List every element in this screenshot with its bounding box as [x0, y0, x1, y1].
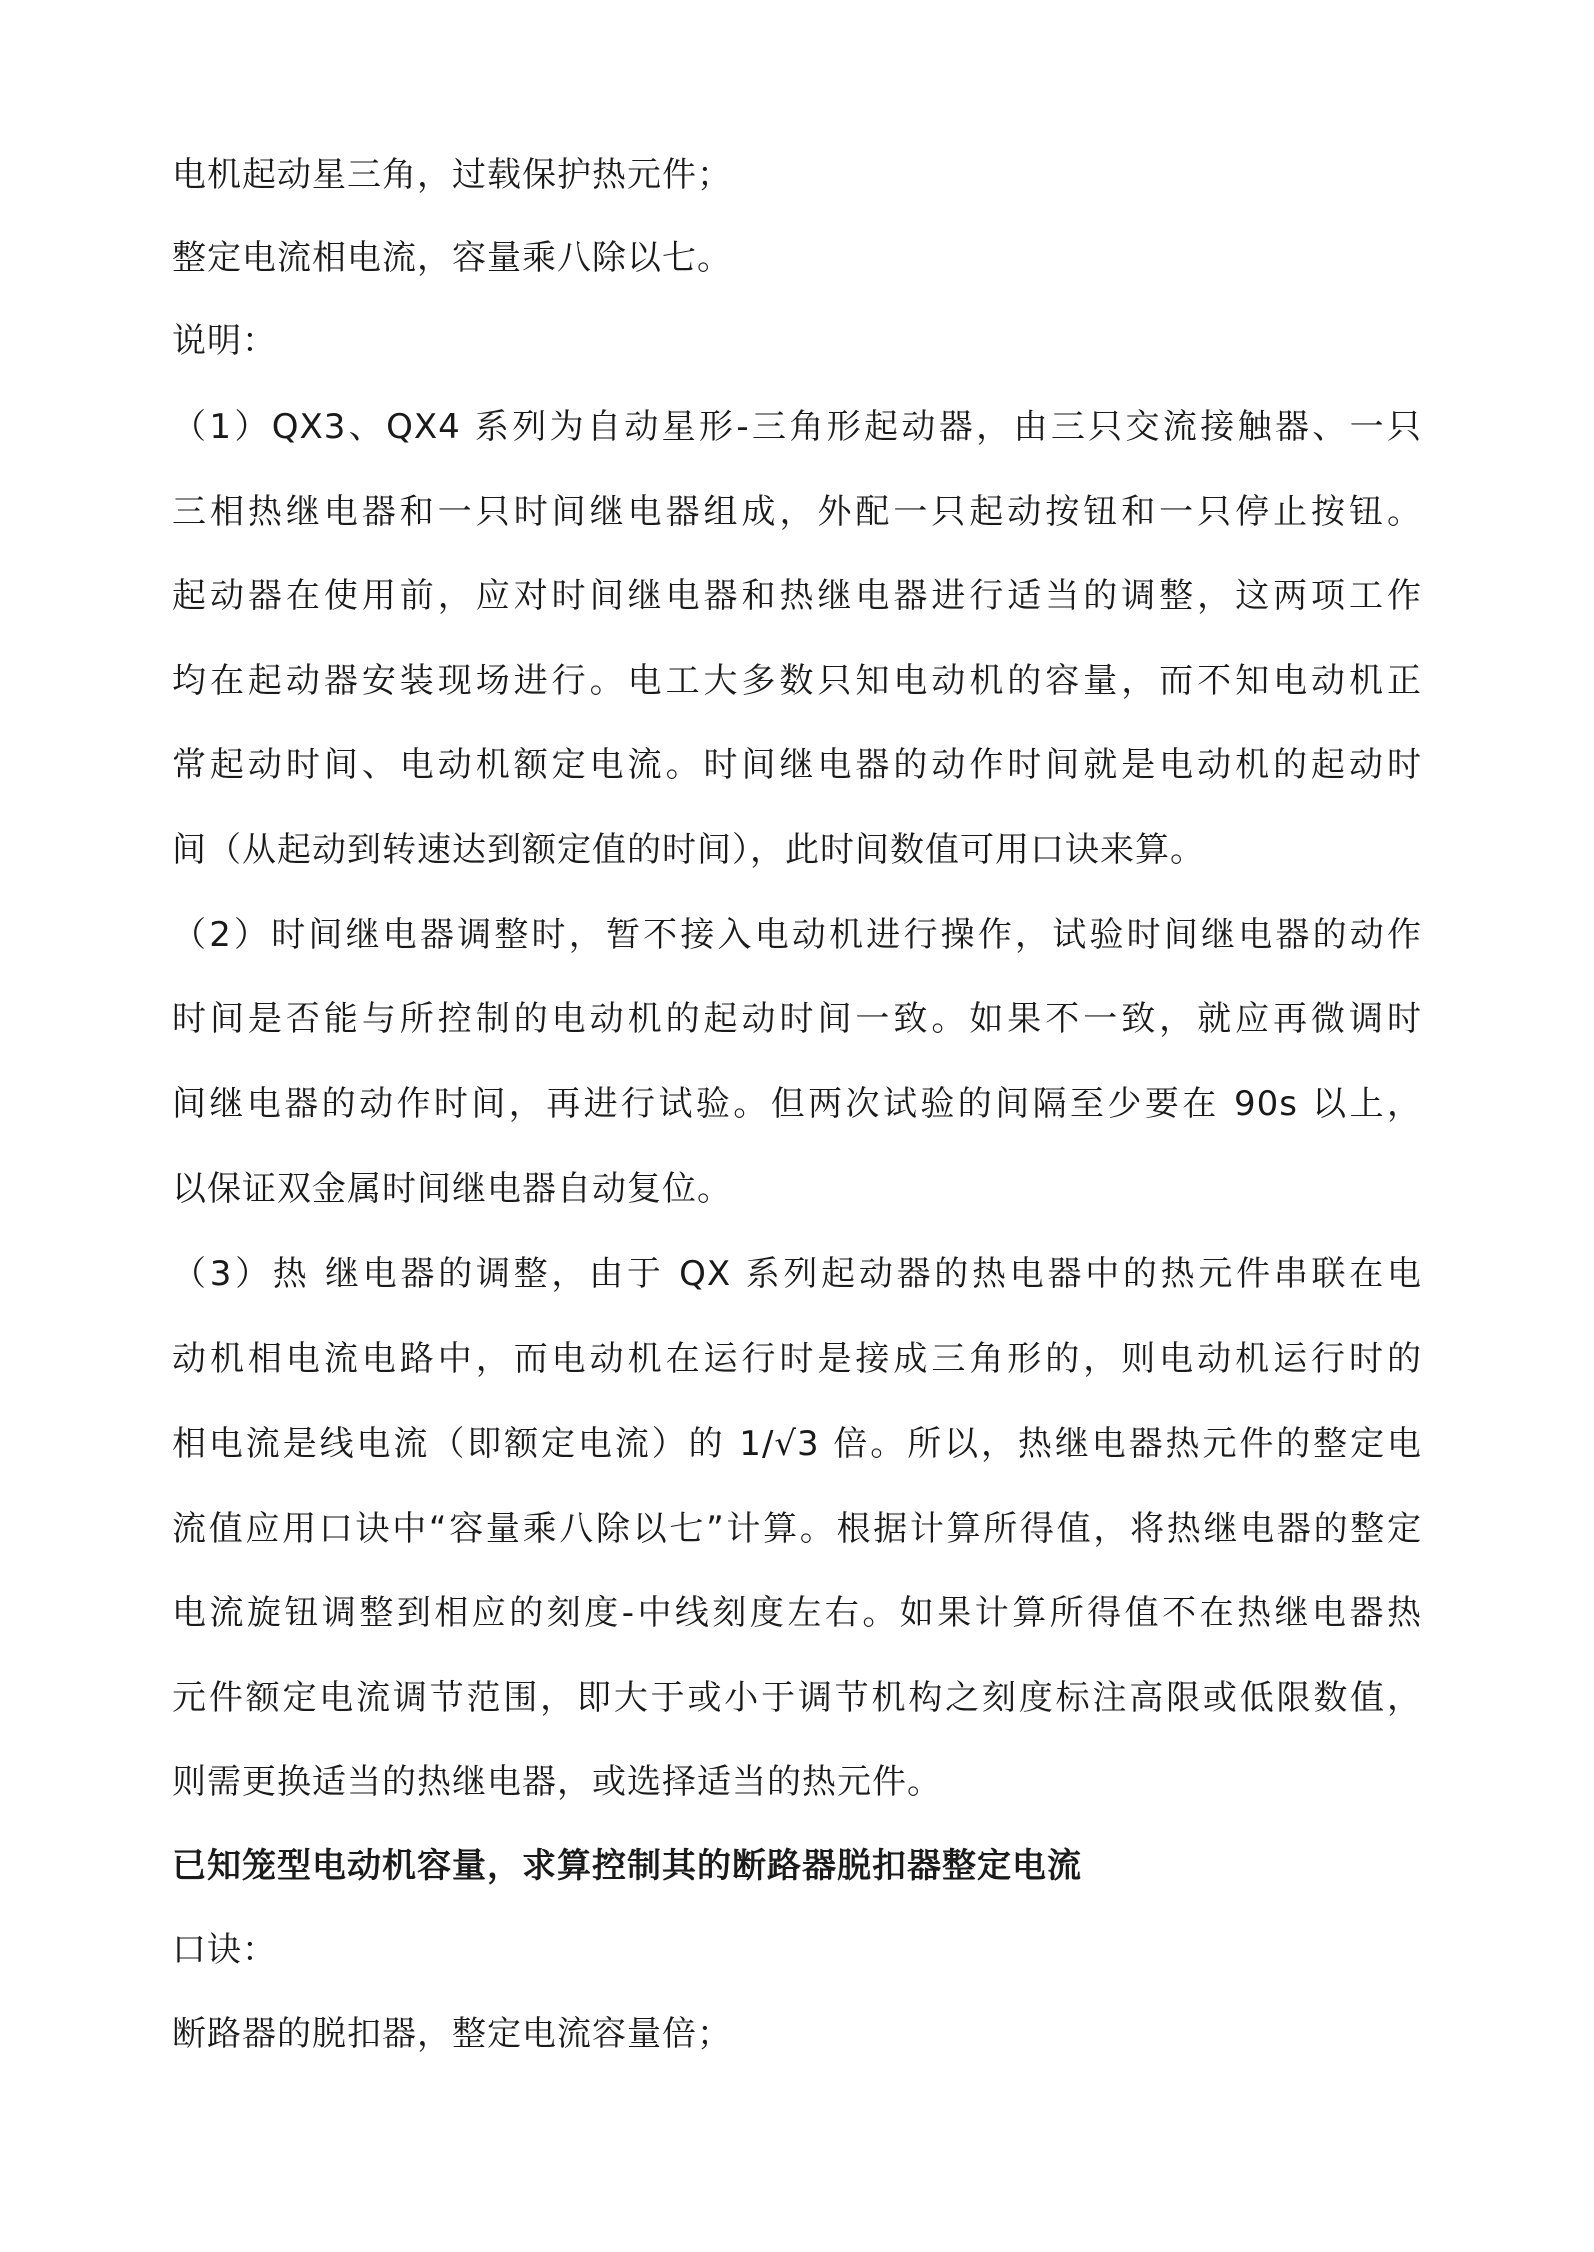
paragraph-3-line-4: 流值应用口诀中“容量乘八除以七”计算。根据计算所得值，将热继电器的整定	[172, 1509, 1422, 1549]
paragraph-1-line-2: 三相热继电器和一只时间继电器组成，外配一只起动按钮和一只停止按钮。	[172, 492, 1422, 532]
mnemonic-line-1: 断路器的脱扣器，整定电流容量倍；	[172, 2014, 732, 2054]
paragraph-1-line-6: 间（从起动到转速达到额定值的时间），此时间数值可用口诀来算。	[172, 830, 1205, 870]
paragraph-1-line-1: （1）QX3、QX4 系列为自动星形-三角形起动器，由三只交流接触器、一只	[172, 407, 1422, 447]
paragraph-1-line-5: 常起动时间、电动机额定电流。时间继电器的动作时间就是电动机的起动时	[172, 745, 1422, 785]
paragraph-2-line-4: 以保证双金属时间继电器自动复位。	[172, 1169, 732, 1209]
paragraph-2-line-2: 时间是否能与所控制的电动机的起动时间一致。如果不一致，就应再微调时	[172, 999, 1422, 1039]
paragraph-3-line-6: 元件额定电流调节范围，即大于或小于调节机构之刻度标注高限或低限数值，	[172, 1678, 1422, 1718]
mnemonic-heading: 口诀：	[172, 1930, 277, 1970]
paragraph-2-line-1: （2）时间继电器调整时，暂不接入电动机进行操作，试验时间继电器的动作	[172, 915, 1422, 955]
verse-line-1: 电机起动星三角，过载保护热元件；	[172, 155, 732, 195]
paragraph-3-line-2: 动机相电流电路中，而电动机在运行时是接成三角形的，则电动机运行时的	[172, 1339, 1422, 1379]
paragraph-3-line-1: （3）热 继电器的调整，由于 QX 系列起动器的热电器中的热元件串联在电	[172, 1254, 1422, 1294]
paragraph-1-line-4: 均在起动器安装现场进行。电工大多数只知电动机的容量，而不知电动机正	[172, 661, 1422, 701]
paragraph-2-line-3: 间继电器的动作时间，再进行试验。但两次试验的间隔至少要在 90s 以上，	[172, 1084, 1422, 1124]
verse-line-2: 整定电流相电流，容量乘八除以七。	[172, 238, 732, 278]
paragraph-3-line-3: 相电流是线电流（即额定电流）的 1/√3 倍。所以，热继电器热元件的整定电	[172, 1424, 1422, 1464]
explanation-heading: 说明：	[172, 321, 277, 361]
section-heading: 已知笼型电动机容量，求算控制其的断路器脱扣器整定电流	[172, 1846, 1082, 1886]
paragraph-1-line-3: 起动器在使用前，应对时间继电器和热继电器进行适当的调整，这两项工作	[172, 576, 1422, 616]
paragraph-3-line-5: 电流旋钮调整到相应的刻度-中线刻度左右。如果计算所得值不在热继电器热	[172, 1593, 1422, 1633]
paragraph-3-line-7: 则需更换适当的热继电器，或选择适当的热元件。	[172, 1762, 942, 1802]
